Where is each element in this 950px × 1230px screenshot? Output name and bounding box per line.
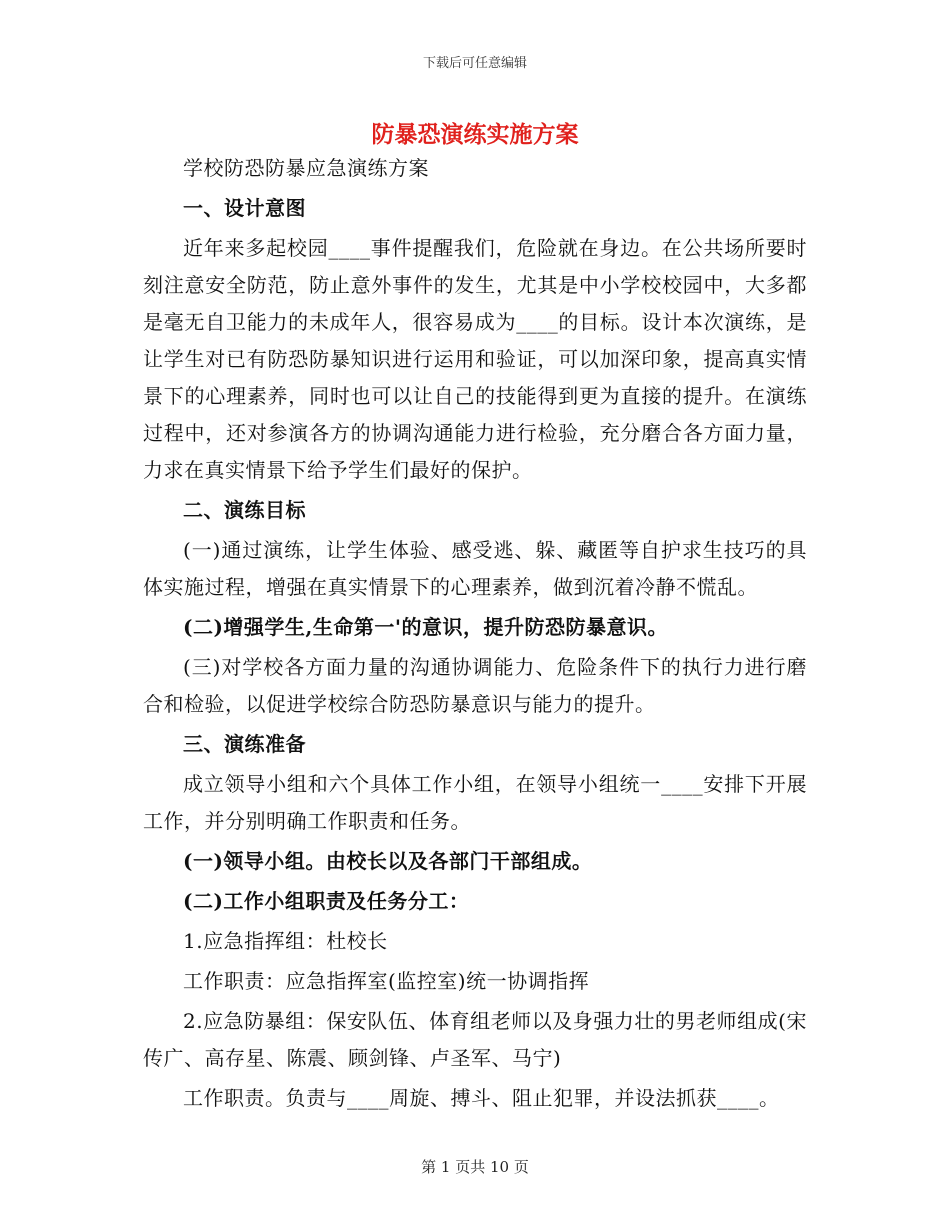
list-item-anti-riot-group: 2.应急防暴组：保安队伍、体育组老师以及身强力壮的男老师组成(宋传广、高存星、陈震、顾剑锋、卢圣军、马宁) xyxy=(143,1009,807,1070)
document-title: 防暴恐演练实施方案 xyxy=(371,121,579,148)
document-body xyxy=(143,150,807,1120)
paragraph-command-duty: 工作职责：应急指挥室(监控室)统一协调指挥 xyxy=(183,969,590,993)
paragraph-preparation: 成立领导小组和六个具体工作小组，在领导小组统一____安排下开展工作，并分别明确工作职责和任务。 xyxy=(143,772,807,833)
heading-design-intent: 一、设计意图 xyxy=(183,196,306,220)
paragraph-goal-2: (二)增强学生,生命第一'的意识，提升防恐防暴意识。 xyxy=(183,615,669,639)
paragraph-subtitle: 学校防恐防暴应急演练方案 xyxy=(183,156,429,180)
heading-drill-goals: 二、演练目标 xyxy=(183,498,306,522)
page-footer: 第 1 页共 10 页 xyxy=(421,1158,529,1176)
paragraph-goal-1: (一)通过演练，让学生体验、感受逃、躲、藏匿等自护求生技巧的具体实施过程，增强在真实情景下的心理素养，做到沉着冷静不慌乱。 xyxy=(143,538,807,599)
paragraph-goal-3: (三)对学校各方面力量的沟通协调能力、危险条件下的执行力进行磨合和检验，以促进学校综合防恐防暴意识与能力的提升。 xyxy=(143,655,807,716)
paragraph-work-groups: (二)工作小组职责及任务分工： xyxy=(183,889,470,913)
paragraph-anti-riot-duty: 工作职责。负责与____周旋、搏斗、阻止犯罪，并设法抓获____。 xyxy=(183,1086,780,1110)
paragraph-leadership-group: (一)领导小组。由校长以及各部门干部组成。 xyxy=(183,849,593,873)
heading-drill-preparation: 三、演练准备 xyxy=(183,732,306,756)
page-header-note: 下载后可任意编辑 xyxy=(422,56,527,71)
list-item-command-group: 1.应急指挥组：杜校长 xyxy=(183,929,388,953)
paragraph-design-intent: 近年来多起校园____事件提醒我们，危险就在身边。在公共场所要时刻注意安全防范，防止意外事件的发生，尤其是中小学校校园中，大多都是毫无自卫能力的未成年人，很容易成为____的目标。设计本次演练，是让学生对已有防恐防暴知识进行运用和验证，可以加深印象，提高真实情景下的心理素养，同时也可以让自己的技能得到更为直接的提升。在演练过程中，还对参演各方的协调沟通能力进行检验，充分磨合各方面力量，力求在真实情景下给予学生们最好的保护。 xyxy=(143,236,807,482)
